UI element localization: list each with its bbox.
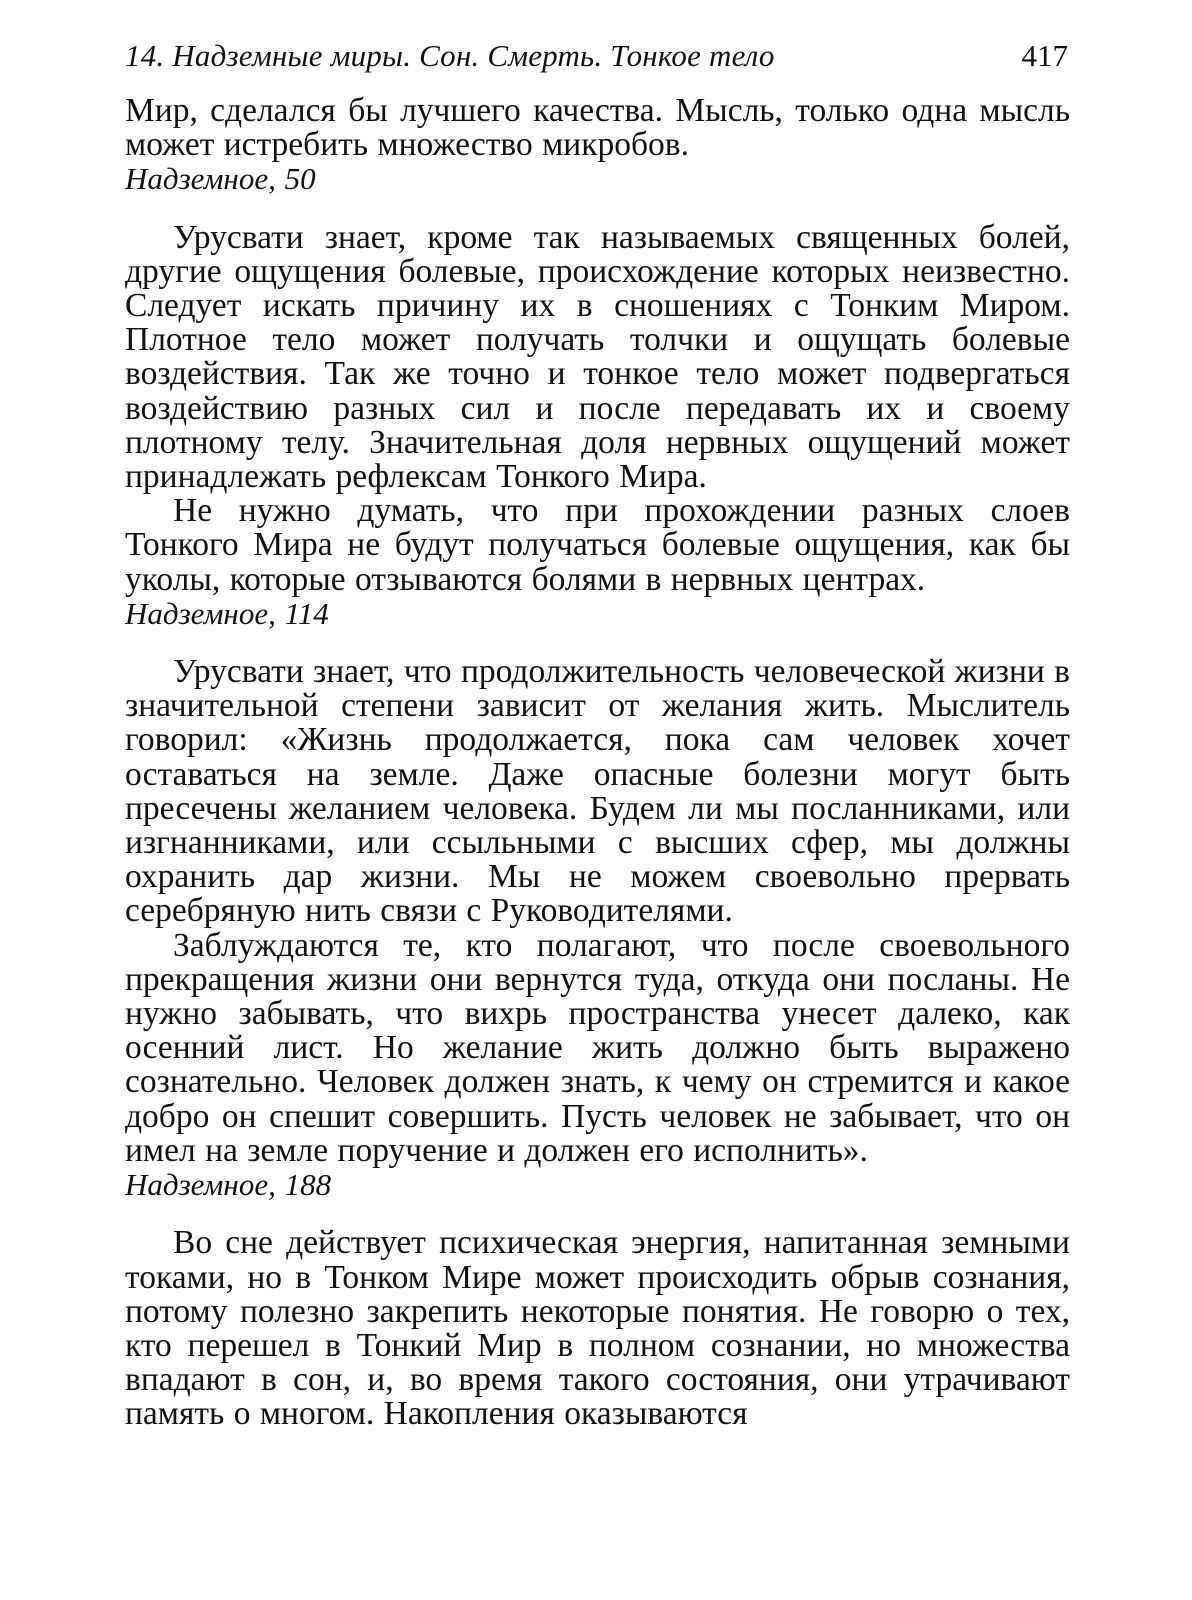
source-citation: Надземное, 188 [125,1167,332,1203]
paragraph: Мир, сделался бы лучшего качества. Мысль, только одна мысль может истребить множество микробов. [125,92,1070,164]
paragraph: Не нужно думать, что при прохождении разных слоев Тонкого Мира не будут получаться болевые ощущения, как бы уколы, которые отзываются болями в нервных центрах. [125,492,1070,598]
source-citation: Надземное, 114 [125,595,329,631]
page-number: 417 [1021,38,1068,73]
paragraph: Заблуждаются те, кто полагают, что после своевольного прекращения жизни они вернутся туда, откуда они посланы. Не нужно забывать, что вихрь пространства унесет далеко, как осенний лист. Но желание жить должно быть выражено сознательно. Человек должен знать, к чему он стремится и какое добро он спешит совершить. Пусть человек не забывает, что он имел на земле поручение и должен его исполнить». [125,926,1070,1169]
book-page [125,38,1070,1432]
paragraph: Урусвати знает, что продолжительность человеческой жизни в значительной степени зависит от желания жить. Мыслитель говорил: «Жизнь продолжается, пока сам человек хочет оставаться на земле. Даже опасные болезни могут быть пресечены желанием человека. Будем ли мы посланниками, или изгнанниками, или ссыльными с высших сфер, мы должны охранить дар жизни. Мы не можем своевольно прервать серебряную нить связи с Руководителями. [125,653,1070,930]
paragraph: Во сне действует психическая энергия, напитанная земными токами, но в Тонком Мире может происходить обрыв сознания, потому полезно закрепить некоторые понятия. Не говорю о тех, кто перешел в Тонкий Мир в полном сознании, но множества впадают в сон, и, во время такого состояния, они утрачивают память о многом. Накопления оказываются [125,1224,1070,1433]
chapter-title: 14. Надземные миры. Сон. Смерть. Тонкое тело [125,38,775,73]
paragraph: Урусвати знает, кроме так называемых священных болей, другие ощущения болевые, происхождение которых неизвестно. Следует искать причину их в сношениях с Тонким Миром. Плотное тело может получать толчки и ощущать болевые воздействия. Так же точно и тонкое тело может подвергаться воздействию разных сил и после передавать их и своему плотному телу. Значительная доля нервных ощущений может принадлежать рефлексам Тонкого Мира. [125,218,1070,496]
source-citation: Надземное, 50 [125,161,316,197]
running-header [125,38,1070,94]
body-text [125,94,1070,1432]
